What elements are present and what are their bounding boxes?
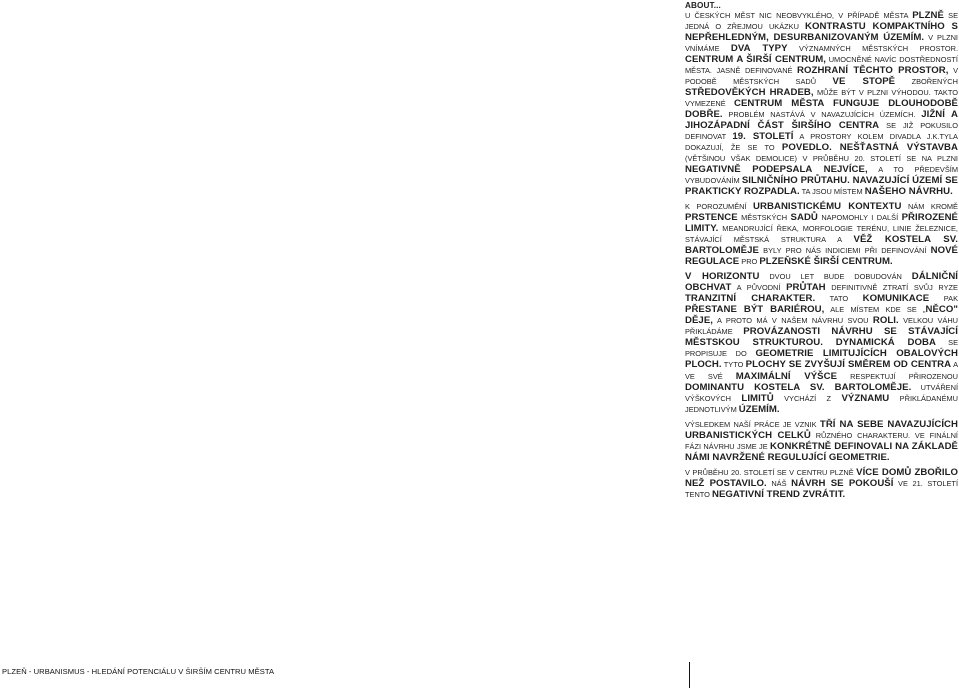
text-run: NÁŠ xyxy=(766,478,792,488)
text-run: VELKOU VÁHU PŘIKLÁDÁME xyxy=(685,316,959,337)
emphasis-run: PŘIROZENÉ LIMITY. xyxy=(685,212,958,235)
text-run: A PŮVODNÍ xyxy=(731,283,787,293)
text-run: VYCHÁZÍ Z xyxy=(773,393,842,403)
emphasis-run: MAXIMÁLNÍ VÝŠCE xyxy=(735,370,838,382)
text-run: MĚSTSKÝCH xyxy=(737,213,791,223)
emphasis-run: PŘESTANE BÝT BARIÉROU, xyxy=(685,304,825,316)
text-run: PŘIKLÁDANÉMU JEDNOTLIVÝM xyxy=(685,393,958,414)
emphasis-run: KONTRASTU KOMPAKTNÍHO S NEPŘEHLEDNÝM, DESURBANIZOVANÝM ÚZEMÍM. xyxy=(685,21,958,44)
emphasis-run: VĚŽ KOSTELA SV. BARTOLOMĚJE xyxy=(685,234,958,257)
text-column xyxy=(685,1,958,504)
text-run: VÝZNAMNÝCH MĚSTSKÝCH PROSTOR. xyxy=(787,44,959,54)
emphasis-run: CENTRUM MĚSTA FUNGUJE DLOUHODOBĚ DOBŘE. xyxy=(685,98,958,121)
text-run: V PLZNI VNÍMÁME xyxy=(685,33,958,54)
text-run: U ČESKÝCH MĚST NIC NEOBVYKLÉHO, V PŘÍPADĚ MĚSTA xyxy=(685,11,913,20)
text-run: TYTO xyxy=(721,360,746,370)
emphasis-run: PLOCHY SE ZVYŠUJÍ SMĚREM OD CENTRA xyxy=(745,359,952,371)
text-run: A VE SVÉ xyxy=(685,360,958,381)
text-run: MEANDRUJÍCÍ ŘEKA, MORFOLOGIE TERÉNU, LINIE ŽELEZNICE, STÁVAJÍCÍ MĚSTSKÁ STRUKTURA A xyxy=(685,224,958,245)
margin-rule xyxy=(689,662,690,688)
text-run: DVOU LET BUDE DOBUDOVÁN xyxy=(759,272,912,282)
text-run: RŮZNÉHO CHARAKTERU. VE FINÁLNÍ FÁZI NÁVRHU JSME JE xyxy=(685,430,958,451)
emphasis-run: LIMITŮ xyxy=(741,392,774,404)
paragraph-1 xyxy=(685,10,958,197)
text-run: VE 21. STOLETÍ TENTO xyxy=(685,478,958,499)
emphasis-run: TŘÍ NA SEBE NAVAZUJÍCÍCH URBANISTICKÝCH CELKŮ xyxy=(685,418,958,441)
emphasis-run: DÁLNIČNÍ OBCHVAT xyxy=(685,271,959,294)
text-run: PAK xyxy=(929,294,958,304)
text-run: ZBOŘENÝCH xyxy=(895,77,958,87)
text-run: NAPOMOHLY I DALŠÍ xyxy=(817,213,902,223)
emphasis-run: NOVÉ REGULACE xyxy=(685,245,958,268)
text-run: PROBLÉM NASTÁVÁ V NAVAZUJÍCÍCH ÚZEMÍCH. xyxy=(722,110,922,120)
paragraph-4 xyxy=(685,419,958,463)
text-run: TATO xyxy=(815,294,863,304)
emphasis-run: VÍCE DOMŮ ZBOŘILO NEŽ POSTAVILO. xyxy=(685,466,958,489)
emphasis-run: POVEDLO. NEŠŤASTNÁ VÝSTAVBA xyxy=(781,142,958,154)
emphasis-run: ÚZEMÍM. xyxy=(738,403,780,415)
text-run: MŮŽE BÝT V PLZNI VÝHODOU. TAKTO VYMEZENÉ xyxy=(685,88,958,109)
emphasis-run: STŘEDOVĚKÝCH HRADEB, xyxy=(685,87,814,99)
emphasis-run: GEOMETRIE LIMITUJÍCÍCH OBALOVÝCH PLOCH. xyxy=(685,348,958,371)
text-run: (VĚTŠINOU VŠAK DEMOLICE) V PRŮBĚHU 20. STOLETÍ SE NA PLZNI xyxy=(685,154,958,164)
section-label: ABOUT... xyxy=(685,1,721,10)
page-footer: PLZEŇ - URBANISMUS - HLEDÁNÍ POTENCIÁLU V ŠIRŠÍM CENTRU MĚSTA xyxy=(2,667,275,676)
emphasis-run: NĚCO" DĚJE, xyxy=(685,304,958,327)
text-run: V PRŮBĚHU 20. STOLETÍ SE V CENTRU PLZNĚ xyxy=(685,467,857,477)
emphasis-run: PRSTENCE xyxy=(685,212,738,224)
emphasis-run: JIŽNÍ A JIHOZÁPADNÍ ČÁST ŠIRŠÍHO CENTRA xyxy=(685,109,958,132)
text-run: A PROTO MÁ V NAŠEM NÁVRHU SVOU xyxy=(712,316,873,326)
text-run: ALE MÍSTEM KDE SE „ xyxy=(824,305,926,315)
emphasis-run: KOMUNIKACE xyxy=(862,293,930,305)
paragraph-list xyxy=(685,10,958,500)
text-run: VÝSLEDKEM NAŠÍ PRÁCE JE VZNIK xyxy=(685,419,820,429)
emphasis-run: SADŮ xyxy=(790,212,818,224)
emphasis-run: PROVÁZANOSTI NÁVRHU SE STÁVAJÍCÍ MĚSTSKOU STRUKTUROU. DYNAMICKÁ DOBA xyxy=(685,326,958,349)
emphasis-run: V HORIZONTU xyxy=(685,271,760,283)
emphasis-run: DOMINANTU KOSTELA SV. BARTOLOMĚJE. xyxy=(685,381,912,393)
emphasis-run: TRANZITNÍ CHARAKTER. xyxy=(685,293,816,305)
emphasis-run: PLZEŇSKÉ ŠIRŠÍ CENTRUM. xyxy=(759,256,893,268)
text-run: A PROSTORY KOLEM DIVADLA J.K.TYLA DOKAZUJÍ, ŽE SE TO xyxy=(685,132,958,153)
emphasis-run: ROZHRANÍ TĚCHTO PROSTOR, xyxy=(797,65,949,77)
emphasis-run: NEGATIVNÍ TREND ZVRÁTIT. xyxy=(711,488,846,500)
text-run: SE PROPISUJE DO xyxy=(685,338,958,359)
paragraph-3 xyxy=(685,271,958,414)
emphasis-run: VÝZNAMU xyxy=(841,392,890,404)
text-run: DEFINITIVNĚ ZTRATÍ SVŮJ RYZE xyxy=(825,283,958,293)
text-run: UTVÁŘENÍ VÝŠKOVÝCH xyxy=(685,382,959,403)
text-run: TA JSOU MÍSTEM xyxy=(799,187,865,197)
text-run: V PODOBĚ MĚSTSKÝCH SADŮ xyxy=(685,66,959,87)
emphasis-run: NAŠEHO NÁVRHU. xyxy=(864,186,953,198)
emphasis-run: ROLI. xyxy=(872,315,899,327)
emphasis-run: NEGATIVNĚ PODEPSALA NEJVÍCE, xyxy=(685,164,868,176)
paragraph-5 xyxy=(685,467,958,500)
text-run: RESPEKTUJÍ PŘIROZENOU xyxy=(837,371,958,381)
emphasis-run: CENTRUM A ŠIRŠÍ CENTRUM, xyxy=(685,54,827,66)
text-run: BYLY PRO NÁS INDICIEMI PŘI DEFINOVÁNÍ xyxy=(758,246,931,256)
emphasis-run: SILNIČNÍHO PRŮTAHU. NAVAZUJÍCÍ ÚZEMÍ SE PRAKTICKY ROZPADLA. xyxy=(685,175,959,198)
emphasis-run: KONKRÉTNĚ DEFINOVALI NA ZÁKLADĚ NÁMI NAVRŽENÉ REGULUJÍCÍ GEOMETRIE. xyxy=(685,440,958,463)
emphasis-run: 19. STOLETÍ xyxy=(732,131,794,143)
text-run: K POROZUMĚNÍ xyxy=(685,202,754,212)
text-run: SE JIŽ POKUSILO DEFINOVAT xyxy=(685,121,958,142)
emphasis-run: DVA TYPY xyxy=(730,43,788,55)
emphasis-run: PLZNĚ xyxy=(912,10,944,21)
emphasis-run: PRŮTAH xyxy=(786,282,826,294)
emphasis-run: NÁVRH SE POKOUŠÍ xyxy=(791,477,894,489)
paragraph-2 xyxy=(685,201,958,267)
text-run: NÁM KROMĚ xyxy=(901,202,958,212)
emphasis-run: URBANISTICKÉMU KONTEXTU xyxy=(753,201,902,213)
text-run: SE JEDNÁ O ZŘEJMOU UKÁZKU xyxy=(685,11,959,32)
emphasis-run: VE STOPĚ xyxy=(832,76,896,88)
text-run: A TO PŘEDEVŠÍM VYBUDOVÁNÍM xyxy=(685,165,958,186)
text-run: PRO xyxy=(739,257,760,267)
text-run: UMOCNĚNÉ NAVÍC DOSTŘEDNOSTÍ MĚSTA. JASNĚ DEFINOVANÉ xyxy=(685,55,958,76)
